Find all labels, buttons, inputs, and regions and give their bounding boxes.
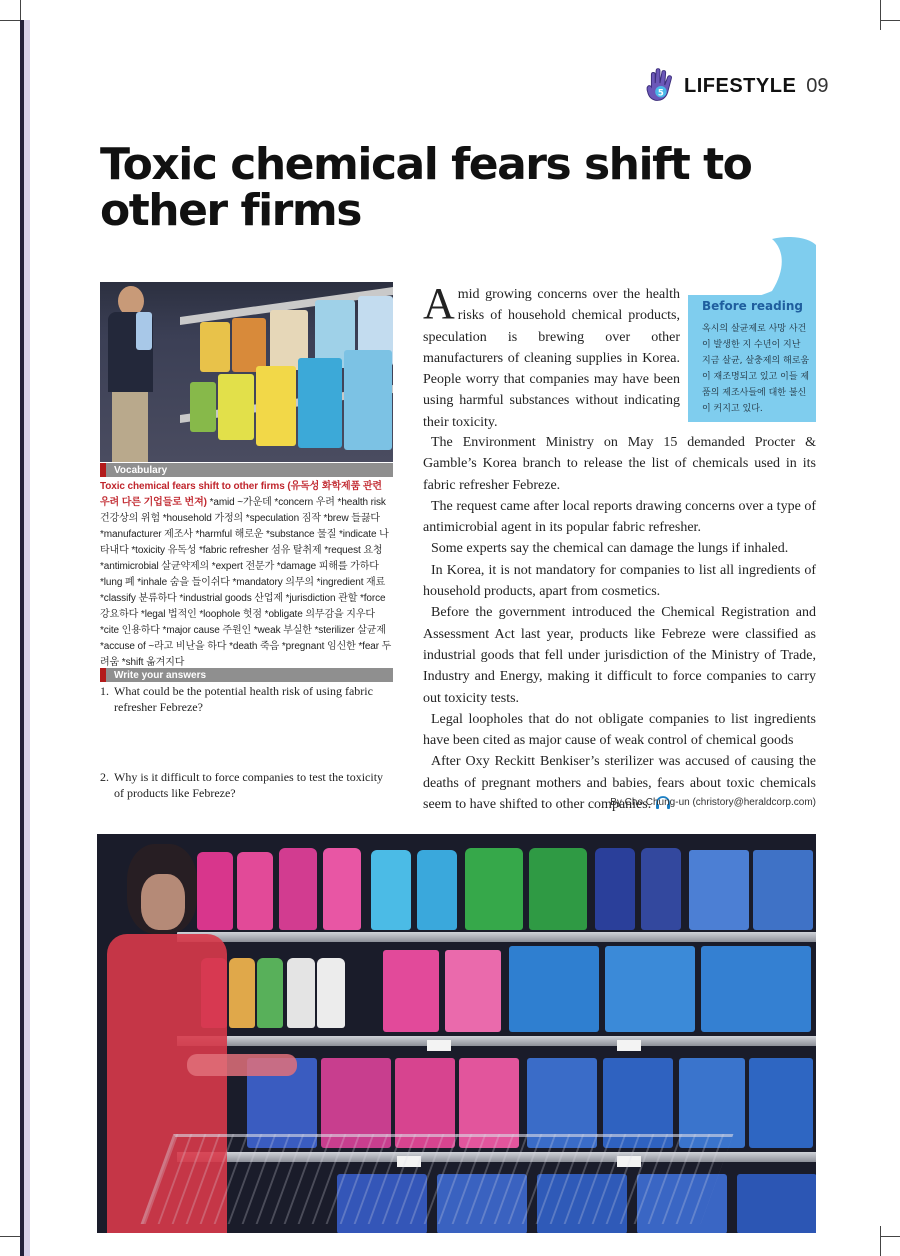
photo-product	[383, 950, 439, 1032]
photo-product	[529, 848, 587, 930]
article-paragraph	[423, 279, 680, 433]
article-paragraph: Before the government introduced the Chemical Registration and Assessment Act last year, products like Febreze were classified as industrial goods that fell under jurisdiction of the Ministry of Trade, Industry and Energy, making it difficult to force companies to carry out toxicity tests.	[423, 605, 816, 706]
photo-product	[701, 946, 811, 1032]
article-paragraph: The request came after local reports drawing concerns over a type of antimicrobial agent in its popular fabric refresher.	[423, 498, 816, 536]
question-text: What could be the potential health risk of using fabric refresher Febreze?	[114, 684, 373, 714]
dropcap: A	[423, 279, 455, 328]
price-tag	[617, 1040, 641, 1051]
svg-text:5: 5	[657, 88, 664, 99]
photo-product	[218, 374, 254, 440]
top-photo-shopper	[100, 282, 393, 462]
paragraph-text: mid growing concerns over the health risks of household chemical products, speculation is brewing over other manufacturers of cleaning supplies in Korea. People worry that companies may have been using harmful substances without indicating their toxicity.	[423, 287, 680, 430]
article-paragraph: Legal loopholes that do not obligate companies to list ingredients have been cited as major cause of weak control of chemical goods	[423, 711, 816, 749]
photo-product	[509, 946, 599, 1032]
question-item	[100, 683, 393, 715]
bottom-photo-supermarket	[97, 834, 816, 1233]
questions-header	[100, 668, 393, 682]
before-reading-label: Before reading	[702, 299, 803, 313]
photo-product	[323, 848, 361, 930]
photo-product	[595, 848, 635, 930]
question-text: Why is it difficult to force companies to test the toxicity of products like Febreze?	[114, 770, 384, 800]
crop-mark	[880, 1226, 881, 1256]
photo-product	[344, 350, 392, 450]
crop-mark	[0, 1236, 20, 1237]
photo-person	[108, 282, 153, 462]
paragraph-text: After Oxy Reckitt Benkiser’s sterilizer was accused of causing the deaths of pregnant mothers and babies, fears about toxic chemicals seem to have shifted to other companies.	[423, 754, 816, 813]
article-paragraph: The Environment Ministry on May 15 demanded Procter & Gamble’s Korea branch to release the list of chemicals used in its fabric refresher Febreze.	[423, 435, 816, 493]
photo-product	[371, 850, 411, 930]
photo-product	[689, 850, 749, 930]
hand-logo-icon	[640, 67, 678, 105]
photo-product	[641, 848, 681, 930]
article-paragraph: Some experts say the chemical can damage the lungs if inhaled.	[431, 541, 789, 557]
photo-product	[232, 318, 266, 372]
photo-product	[465, 848, 523, 930]
questions-label: Write your answers	[114, 669, 207, 681]
section-header	[640, 66, 840, 106]
crop-mark	[880, 20, 900, 21]
photo-product	[417, 850, 457, 930]
section-label: LIFESTYLE	[684, 74, 797, 97]
vocabulary-label: Vocabulary	[114, 464, 168, 476]
photo-product	[190, 382, 216, 432]
photo-product	[749, 1058, 813, 1148]
before-reading-text: 옥시의 살균제로 사망 사건이 발생한 지 수년이 지난 지금 살균, 살충제의 해로움이 재조명되고 있고 이들 제품의 제조사들에 대한 불신이 커지고 있다.	[702, 324, 810, 414]
photo-product	[200, 322, 230, 372]
article-narrow-column	[423, 279, 680, 433]
photo-product	[753, 850, 813, 930]
question-number: 1.	[100, 684, 109, 698]
crop-mark	[20, 0, 21, 20]
vocabulary-header	[100, 463, 393, 477]
byline: By Cho Chung-un (christory@heraldcorp.com)	[610, 797, 816, 808]
article-body	[423, 279, 816, 433]
price-tag	[427, 1040, 451, 1051]
page-number: 09	[806, 74, 829, 97]
article-body-continued	[423, 432, 816, 815]
photo-product	[298, 358, 342, 448]
photo-product	[605, 946, 695, 1032]
page-edge-strip	[20, 20, 30, 1256]
photo-product	[256, 366, 296, 446]
vocabulary-list	[100, 479, 393, 671]
shopping-cart	[141, 1134, 734, 1224]
crop-mark	[0, 20, 20, 21]
photo-product	[737, 1174, 816, 1233]
crop-mark	[880, 0, 881, 30]
question-item	[100, 769, 393, 801]
questions-list	[100, 683, 393, 801]
vocabulary-title: Toxic chemical fears shift to other firms (유독성 화학제품 관련 우려 다른 기업들로 번져)	[100, 481, 382, 508]
photo-product	[317, 958, 345, 1028]
article-paragraph: In Korea, it is not mandatory for companies to list all ingredients of household products, apart from cosmetics.	[423, 562, 816, 600]
question-number: 2.	[100, 770, 109, 784]
crop-mark	[880, 1236, 900, 1237]
vocabulary-entries: *amid ~가운데 *concern 우려 *health risk 건강상의 위험 *household 가정의 *speculation 짐작 *brew 들끓다 *manufacturer 제조사 *harmful 해로운 *substance 물질 *indicate 나타내다 *toxicity 유독성 *fabric refresher 섬유 탈취제 *request 요청 *antimicrobial 살균약제의 *expert 전문가 *damage 피해를 가하다 *lung 폐 *inhale 숨을 들이쉬다 *mandatory 의무의 *ingredient 재료 *classify 분류하다 *industrial goods 산업제 *jurisdiction 관할 *force 강요하다 *legal 법적인 *loophole 헛점 *obligate 의무감을 지우다 *cite 인용하다 *major cause 주원인 *weak 부실한 *sterilizer 살균제 *accuse of ~라고 비난을 하다 *death 죽음 *pregnant 임신한 *fear 두려움 *shift 옮겨지다	[100, 497, 392, 668]
article-title: Toxic chemical fears shift to other firms	[100, 139, 752, 236]
photo-product	[445, 950, 501, 1032]
